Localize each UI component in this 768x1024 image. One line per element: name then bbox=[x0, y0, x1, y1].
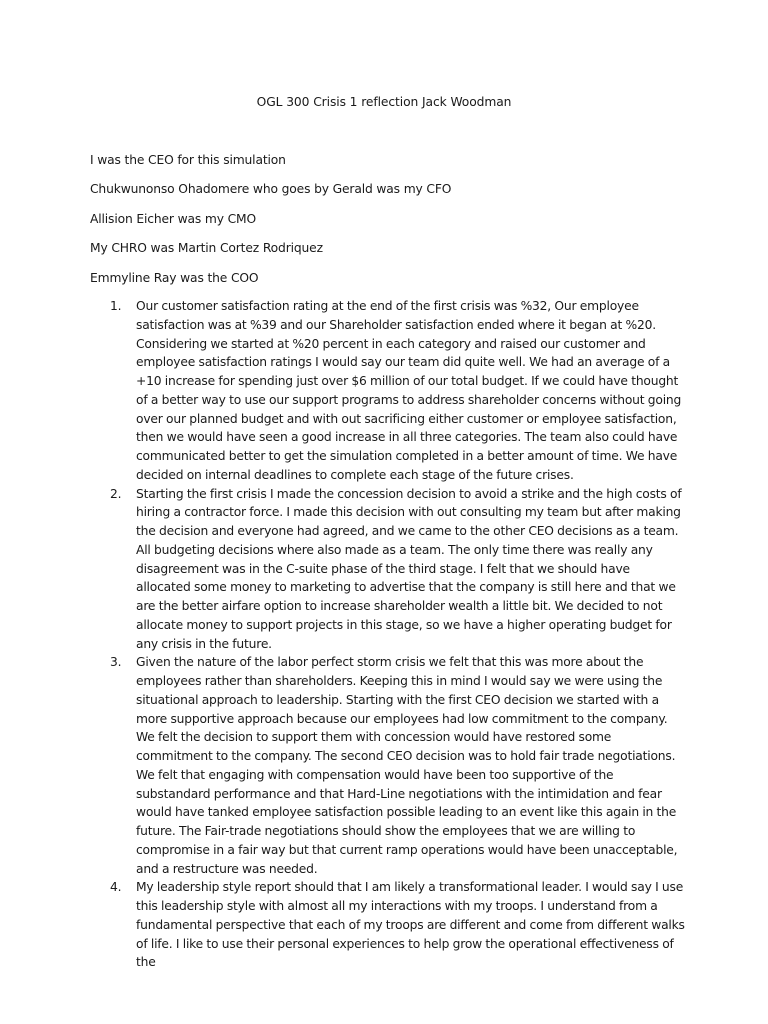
roster-line: My CHRO was Martin Cortez Rodriquez bbox=[90, 241, 323, 256]
document-title: OGL 300 Crisis 1 reflection Jack Woodman bbox=[256, 95, 512, 109]
answer-text: Given the nature of the labor perfect storm crisis we felt that this was more about the employees rather than shareholders. Keeping this in mind I would say we were using the situational approach to leadership. Starting with the first CEO decision we started with a more supportive approach because our employees had low commitment to the company. We felt the decision to support them with concession would have restored some commitment to the company. The second CEO decision was to hold fair trade negotiations. We felt that engaging with compensation would have been too supportive of the substandard performance and that Hard-Line negotiations with the intimidation and fear would have tanked employee satisfaction possible leading to an event like this again in the future. The Fair-trade negotiations should show the employees that we are willing to compromise in a fair way but that current ramp operations would have been unacceptable, and a restructure was needed. bbox=[136, 655, 678, 876]
roster-line: Chukwunonso Ohadomere who goes by Gerald was my CFO bbox=[90, 182, 452, 197]
list-number: 1. bbox=[110, 299, 122, 313]
roster-line: Emmyline Ray was the COO bbox=[90, 270, 259, 285]
answer-item bbox=[90, 878, 686, 972]
reflection-answers bbox=[90, 297, 686, 972]
list-number: 4. bbox=[110, 880, 122, 895]
answer-item bbox=[90, 653, 686, 878]
roster-line: Allision Eicher was my CMO bbox=[90, 211, 257, 226]
answer-item bbox=[90, 297, 686, 485]
answer-item bbox=[90, 485, 686, 654]
answer-text: Starting the first crisis I made the concession decision to avoid a strike and the high costs of hiring a contractor force. I made this decision with out consulting my team but after making the decision and everyone had agreed, and we came to the other CEO decisions as a team. All budgeting decisions where also made as a team. The only time there was really any disagreement was in the C-suite phase of the third stage. I felt that we should have allocated some money to marketing to advertise that the company is still here and that we are the better airfare option to increase shareholder wealth a little bit. We decided to not allocate money to support projects in this stage, so we have a higher operating budget for any crisis in the future. bbox=[136, 486, 682, 651]
list-number: 3. bbox=[110, 655, 122, 670]
roster-line: I was the CEO for this simulation bbox=[90, 153, 286, 167]
answer-text: My leadership style report should that I am likely a transformational leader. I would say I use this leadership style with almost all my interactions with my troops. I understand from a fundamental perspective that each of my troops are different and come from different walks of life. I like to use their personal experiences to help grow the operational effectiveness of the bbox=[136, 880, 685, 970]
team-roster bbox=[90, 152, 690, 299]
list-number: 2. bbox=[110, 486, 122, 501]
answer-text: Our customer satisfaction rating at the end of the first crisis was %32, Our employee satisfaction was at %39 and our Shareholder satisfaction ended where it began at %20. Considering we started at %20 percent in each category and raised our customer and employee satisfaction ratings I would say our team did quite well. We had an average of a +10 increase for spending just over $6 million of our total budget. If we could have thought of a better way to use our support programs to address shareholder concerns without going over our planned budget and with out sacrificing either customer or employee satisfaction, then we would have seen a good increase in all three categories. The team also could have communicated better to get the simulation completed in a better amount of time. We have decided on internal deadlines to complete each stage of the future crises. bbox=[136, 299, 682, 482]
